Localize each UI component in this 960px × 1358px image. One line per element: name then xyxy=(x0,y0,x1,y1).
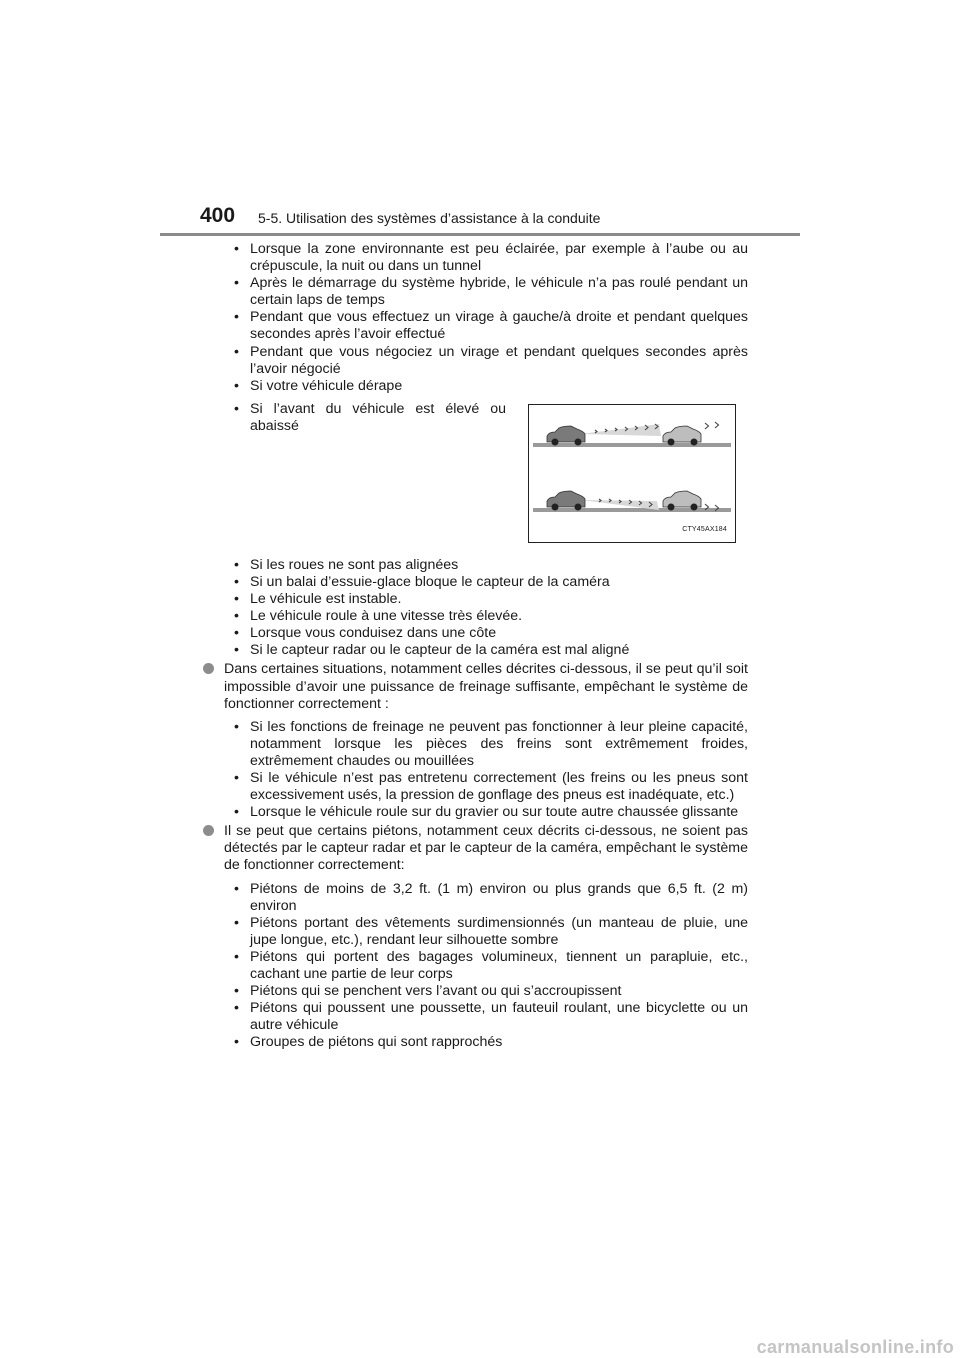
list-item: • Le véhicule est instable. xyxy=(226,591,748,608)
list-item: • Le véhicule roule à une vitesse très élevée. xyxy=(226,608,748,625)
condition-list-side xyxy=(224,401,506,435)
list-item: • Piétons qui poussent une poussette, un fauteuil roulant, une bicyclette ou un autre véhicule xyxy=(226,1000,748,1034)
section-title: 5-5. Utilisation des systèmes d’assistance à la conduite xyxy=(258,210,601,226)
list-item: • Si votre véhicule dérape xyxy=(226,378,748,395)
list-item: • Piétons qui se penchent vers l’avant ou qui s’accroupissent xyxy=(226,983,748,1000)
condition-list-b xyxy=(224,557,748,660)
header-divider xyxy=(160,233,800,236)
car-icon xyxy=(547,426,585,446)
car-icon xyxy=(547,491,585,511)
list-item: • Si les fonctions de freinage ne peuvent pas fonctionner à leur pleine capacité, notamment lorsque les pièces des freins sont extrêmement froides, extrêmement chaudes ou mouillées xyxy=(226,719,748,770)
list-item: • Piétons qui portent des bagages volumineux, tiennent un parapluie, etc., cachant une partie de leur corps xyxy=(226,949,748,983)
watermark-text: carmanualsonline.info xyxy=(756,1337,954,1357)
list-item: • Si le véhicule n’est pas entretenu correctement (les freins ou les pneus sont excessivement usés, la pression de gonflage des pneus est inadéquate, etc.) xyxy=(226,770,748,804)
list-item: • Piétons de moins de 3,2 ft. (1 m) environ ou plus grands que 6,5 ft. (2 m) environ xyxy=(226,881,748,915)
braking-conditions-list xyxy=(224,719,748,822)
list-item: • Si un balai d’essuie-glace bloque le capteur de la caméra xyxy=(226,574,748,591)
list-item: • Si les roues ne sont pas alignées xyxy=(226,557,748,574)
page-number: 400 xyxy=(200,204,236,227)
list-item: • Lorsque le véhicule roule sur du gravier ou sur toute autre chaussée glissante xyxy=(226,804,748,821)
list-item: • Piétons portant des vêtements surdimensionnés (un manteau de pluie, une jupe longue, etc.), rendant leur silhouette sombre xyxy=(226,915,748,949)
list-item: • Lorsque vous conduisez dans une côte xyxy=(226,625,748,642)
pedestrian-conditions-list xyxy=(224,881,748,1052)
watermark xyxy=(674,1336,960,1358)
braking-paragraph xyxy=(224,661,748,712)
paragraph-text: Dans certaines situations, notamment celles décrites ci-dessous, il se peut qu’il soit impossible d’avoir une puissance de freinage suffisante, empêchant le système de fonctionner correctement : xyxy=(224,661,748,712)
paragraph-text: Il se peut que certains piétons, notamment ceux décrits ci-dessous, ne soient pas détectés par le capteur radar et par le capteur de la caméra, empêchant le système de fonctionner correctement: xyxy=(224,823,748,874)
pedestrians-paragraph xyxy=(224,823,748,874)
bullet-circle-icon xyxy=(203,825,214,836)
page-header xyxy=(200,204,800,234)
list-item: • Pendant que vous négociez un virage et pendant quelques secondes après l’avoir négocié xyxy=(226,344,748,378)
list-item: • Groupes de piétons qui sont rapprochés xyxy=(226,1034,748,1051)
list-item: • Si le capteur radar ou le capteur de la caméra est mal aligné xyxy=(226,642,748,659)
list-item: • Si l’avant du véhicule est élevé ou abaissé xyxy=(226,401,506,435)
page-content xyxy=(224,241,748,1051)
car-icon xyxy=(663,491,701,511)
figure-row xyxy=(224,401,748,543)
list-item: • Après le démarrage du système hybride, le véhicule n’a pas roulé pendant un certain laps de temps xyxy=(226,275,748,309)
car-icon xyxy=(663,426,701,446)
bullet-circle-icon xyxy=(203,663,214,674)
list-item: • Lorsque la zone environnante est peu éclairée, par exemple à l’aube ou au crépuscule, la nuit ou dans un tunnel xyxy=(226,241,748,275)
list-item: • Pendant que vous effectuez un virage à gauche/à droite et pendant quelques secondes après l’avoir effectué xyxy=(226,309,748,343)
vehicle-pitch-illustration xyxy=(528,404,736,543)
figure-caption: CTY45AX184 xyxy=(682,525,727,533)
condition-list-a xyxy=(224,241,748,395)
